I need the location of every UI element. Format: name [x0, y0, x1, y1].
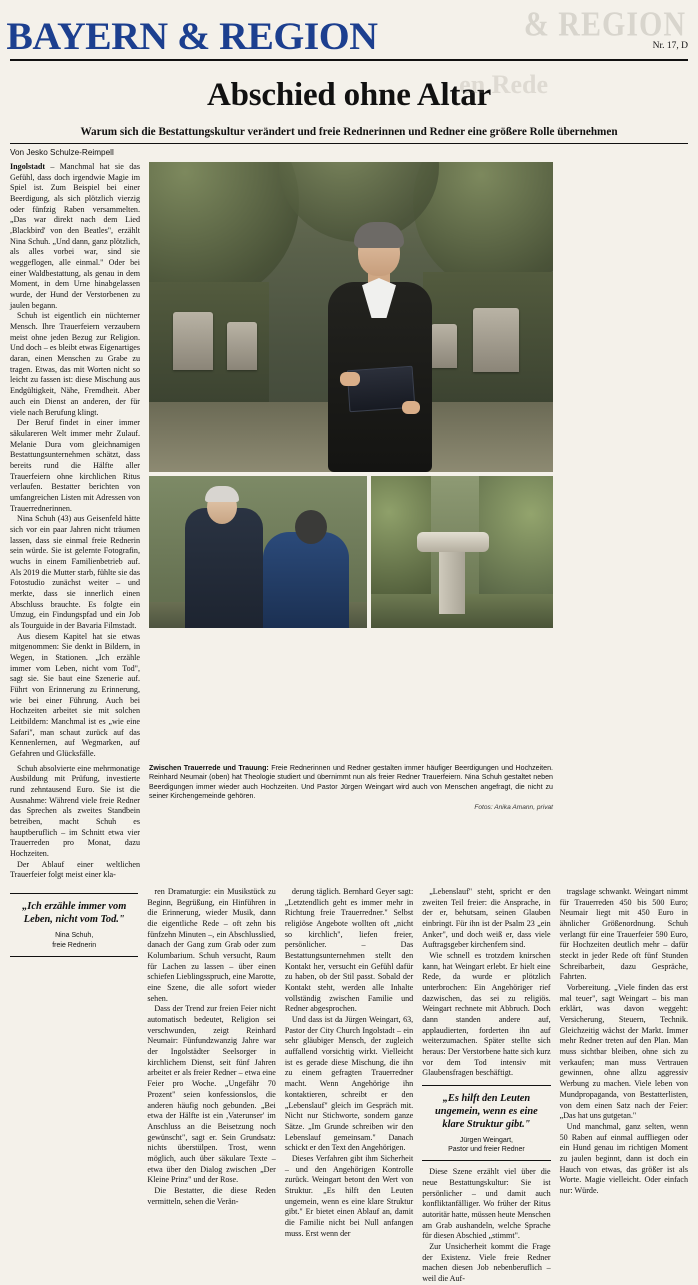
- paragraph: Wie schnell es trotzdem knirschen kann, hat Weingart erlebt. Er hielt eine Rede, da wurde er plötzlich unterbrochen: Ein Angehöriger rief dazwischen, das sei zu religiös. Weingart rechnete mit Abbruch. Doch dann standen andere auf, applaudierten, forderten ihn auf weiterzumachen. Später stellte sich heraus: Der Verstorbene hatte sich kurz vor dem Tod intensiv mit Glaubensfragen beschäftigt.: [422, 951, 551, 1078]
- article-column-3: [285, 887, 413, 1285]
- paragraph: Und manchmal, ganz selten, wenn 50 Raben auf einmal auffliegen oder ein Hund genau im richtigen Moment zu jaulen beginnt, dann ist doch ein Hauch von etwas, das größer ist als Worte. Magie vielleicht. Oder einfach nur: Würde.: [559, 1121, 689, 1195]
- paragraph: Nina Schuh (43) aus Geisenfeld hätte sich vor ein paar Jahren nicht träumen lassen, dass sie einmal freie Rednerin sein würde. Sie ist gelernte Fotografin, wuchs in einem Familienbetrieb auf. Als 2019 die Mutter starb, fühlte sie das Fotostudio zunächst weiter – und merkte, dass sie innerlich einen Abschluss brauchte. Es folgte ein Umzug, ein Findungspfad und ein Job als Tourguide in der Bavaria Filmstadt.: [10, 514, 140, 630]
- photo-strip: [149, 476, 553, 628]
- caption-lead: Zwischen Trauerrede und Trauung:: [149, 763, 269, 772]
- masthead-title: BAYERN & REGION: [6, 15, 378, 58]
- paragraph: Schuh ist eigentlich ein nüchterner Mensch. Ihre Trauerfeiern verzaubern meist ohne jeden Bezug zur Religion. Und doch – es bleibt etwas Eigenartiges daran, einen Menschen zu Grabe zu tragen. Etwas, das mit Worten nicht so leicht zu fassen ist: diese Mischung aus Endgültigkeit, Nähe, Fremdheit. Aber auch ein Dienst an anderen, der für viele nach Berufung klingt.: [10, 311, 140, 417]
- paragraph: Schuh absolvierte eine mehrmonatige Ausbildung mit Prüfung, investierte rund zehntausend Euro. Sie ist die Ausnahme: Während viele freie Redner das Sprechen als zweites Standbein betreiben, macht Schuh es hauptberuflich – im Schnitt etwa vier Trauerreden pro Monat, dazu Hochzeiten.: [10, 763, 140, 859]
- paragraph: „Lebenslauf" steht, spricht er den zweiten Teil freier: die Ansprache, in der er, behutsam, seinen Glauben einbringt. Für ihn ist der Psalm 23 „ein Anker", und doch weiß er, dass viele Auftragsgeber kirchenfern sind.: [422, 887, 551, 950]
- paragraph: Zur Unsicherheit kommt die Frage der Existenz. Viele freie Redner machen diesen Job nebenberuflich – weil die Auf-: [422, 1242, 551, 1284]
- photo-caption: [149, 764, 553, 881]
- article-column-1: [10, 162, 140, 760]
- paragraph: Die Bestatter, die diese Reden vermitteln, sehen die Verän-: [147, 1185, 276, 1206]
- caption-text: Freie Rednerinnen und Redner gestalten immer häufiger Beerdigungen und Hochzeiten. Reinhard Neumair (oben) hat Theologie studiert und übernimmt nun als freier Redner Trauerfeiern. Nina Schuh gestaltet neben Beerdigungen immer wieder auch Hochzeiten. Und Pastor Jürgen Weingart wird auch von Menschen angefragt, die nicht zu seiner Kirchengemeinde gehören.: [149, 763, 553, 800]
- masthead: [6, 0, 688, 61]
- byline: Von Jesko Schulze-Reimpell: [10, 148, 114, 158]
- pull-quote: [10, 893, 138, 957]
- column-1-body: [10, 162, 140, 760]
- lead-photo-block: [149, 162, 553, 760]
- paragraph: Der Beruf findet in einer immer säkulareren Welt immer mehr Zulauf. Melanie Dura vom gleichnamigen Bestattungsunternehmen schätzt, dass bereits rund die Hälfte aller Trauerfeiern ohne kirchlichen Ritus verlaufen. Bestatter berichten von umfangreichen Listen mit Adressen von Trauerrednerinnen.: [10, 418, 140, 513]
- article-column-2: [147, 887, 275, 1285]
- page-title: Abschied ohne Altar: [206, 77, 492, 114]
- article-body-columns: [10, 887, 688, 1285]
- pull-quote: [422, 1085, 550, 1161]
- bleedthrough-text-top: & REGION: [523, 5, 686, 44]
- photo-credit: Fotos: Anika Amann, privat: [474, 804, 553, 812]
- issue-label: Nr. 17, D: [652, 41, 688, 52]
- photo-two-people: [149, 476, 367, 628]
- bleedthrough-text-mid: en Rede: [459, 70, 548, 99]
- paragraph: Dass der Trend zur freien Feier nicht automatisch bedeutet, Religion sei verschwunden, zeigt Reinhard Neumair: Fünfundzwanzig Jahre war der Ingolstädter Seelsorger in kirchlichem Dienst, seit fünf Jahren arbeitet er als freier Redner – etwa eine Feier pro Woche. „Ungefähr 70 Prozent" seien konfessionslos, die anderen häufig noch gebunden. „Bei etwa der Hälfte ist ein ,Vaterunser' im Anschluss an die Beisetzung noch gewünscht", sagt er. Sein Grundsatz: nichts überstülpen. Trost, wenn möglich, auch über säkulare Texte – etwa über den Dialog zwischen „Der Kleine Prinz" und der Rose.: [147, 1004, 276, 1185]
- pull-quote-text: „Es hilft den Leuten ungemein, wenn es eine klare Struktur gibt.": [435, 1093, 538, 1130]
- paragraph: Und dass ist da Jürgen Weingart, 63, Pastor der City Church Ingolstadt – ein sehr gläubiger Mensch, der zugleich auffallend vorsichtig wirkt. Vielleicht ist es gerade diese Mischung, die ihn zu einem gefragten Trauerredner macht. Wenn Angehörige ihn kontaktieren, schreibt er den „Lebenslauf" gleich im Gespräch mit. Nicht nur Stichworte, sondern ganze Sätze. „Im Grunde schreiben wir den Lebenslauf gemeinsam." Danach schickt er den Text den Angehörigen.: [284, 1015, 414, 1153]
- paragraph: Der Ablauf einer weltlichen Trauerfeier folgt meist einer kla-: [10, 859, 140, 880]
- pull-quote-attribution: Nina Schuh, freie Rednerin: [52, 932, 97, 949]
- caption-row: [10, 764, 688, 881]
- paragraph: ren Dramaturgie: ein Musikstück zu Beginn, Begrüßung, ein Hinführen in die Erinnerung, wieder Musik, dann die eigentliche Rede – oft zehn bis fünfzehn Minuten –, ein Abschlusslied, danach der Gang zum Grab oder zum Kolumbarium. Schuh versucht, Raum für Lachen zu lassen – über einen schiefen Lieblingsspruch, eine Marotte, eine Szene, die alle sofort wieder sehen.: [147, 887, 276, 1003]
- pull-quote-attribution: Jürgen Weingart, Pastor und freier Redner: [448, 1137, 525, 1154]
- paragraph: tragslage schwankt. Weingart nimmt für Trauerreden 450 bis 500 Euro; Neumair liegt mit 450 Euro in ähnlicher Größenordnung. Schuh verlangt für eine Trauerfeier 590 Euro, für Hochzeiten deutlich mehr – dafür steckt in jeder Rede oft fünf Stunden Schreibarbeit, dazu Gespräche, Fahrten.: [559, 887, 689, 982]
- article-column-1-lower: [10, 887, 138, 1285]
- photo-memorial-stone: [371, 476, 553, 628]
- portrait-figure: [306, 222, 456, 472]
- photo-cemetery-portrait: [149, 162, 553, 472]
- top-block: [10, 162, 688, 760]
- column-1-continued: [10, 764, 140, 881]
- paragraph: Ingolstadt – Manchmal hat sie das Gefühl, dass doch irgendwie Magie im Spiel ist. Zum Beispiel bei einer Beerdigung, als sich plötzlich vierzig oder fünfzig Raben versammelten. „Das war direkt nach dem Lied ,Blackbird' von den Beatles", erzählt Nina Schuh. „Und dann, ganz plötzlich, als alles vorbei war, sind sie weggeflogen, alle einmal." Oder bei einer Waldbestattung, als genau in dem Moment, in dem Urne hinabgelassen wurde, der Hund der Verstorbenen zu jaulen begann.: [10, 162, 140, 310]
- paragraph: Aus diesem Kapitel hat sie etwas mitgenommen: Sie denkt in Bildern, in Wegen, in Stationen. „Ich erzähle immer vom Leben, nicht vom Tod", sagt sie. Sie baut eine Szenerie auf. Führt von Erinnerung zu Erinnerung, wie bei einer Führung. Auch bei Hochzeiten arbeitet sie mit solchen Leitbildern: Manchmal ist es „wie eine Safari", man schaut zurück auf das Kennenlernen, auf Wegmarken, auf Gefahren und Glücksfälle.: [10, 631, 140, 758]
- paragraph: Vorbereitung. „Viele finden das erst mal teuer", sagt Weingart – bis man erklärt, was davon weggeht: Versicherung, Steuern, Technik. Gleichzeitig wächst der Markt. Immer mehr Redner treten auf den Plan. Man muss sichtbar bleiben, ohne sich zu verkaufen; man muss Vertrauen gewinnen, ohne allzu aggressiv Werbung zu machen. Viele leben von Mundpropaganda, von Bestatterlisten, von dem einen Satz nach der Feier: „Das hat uns gutgetan.": [559, 983, 689, 1121]
- article-column-4: [422, 887, 550, 1285]
- paragraph: Dieses Verfahren gibt ihm Sicherheit – und den Angehörigen Kontrolle zurück. Weingart betont den Wert von Struktur. „Es hilft den Leuten ungemein, wenn es eine klare Struktur gibt." Er bietet einen Ablauf an, damit die Familie nicht bei Null anfangen muss. Erst wenn der: [284, 1153, 414, 1238]
- paragraph: derung täglich. Bernhard Geyer sagt: „Letztendlich geht es immer mehr in Richtung freie Trauerredner." Selbst religiöse Angebote wollten oft „nicht so kirchlich", liefen freier, persönlicher. – Das Bestattungsunternehmen stellt den Kontakt her, versucht ein Gefühl dafür zu haben, ob der Stil passt. Sobald der Kontakt steht, werden alle Inhalte vollständig zwischen Familie und Redner abgesprochen.: [284, 887, 414, 1014]
- paragraph: Diese Szene erzählt viel über die neue Bestattungskultur: Sie ist persönlicher – und damit auch konfliktanfälliger. Wo früher der Ritus autoritär hatte, müssen heute Menschen am Grab aushandeln, welche Sprache für diesen Abschied „stimmt".: [422, 1167, 551, 1241]
- pull-quote-text: „Ich erzähle immer vom Leben, nicht vom Tod.": [22, 901, 127, 925]
- subheadline: Warum sich die Bestattungskultur verändert und freie Rednerinnen und Redner eine größere Rolle übernehmen: [10, 126, 688, 144]
- article-column-5: [560, 887, 688, 1285]
